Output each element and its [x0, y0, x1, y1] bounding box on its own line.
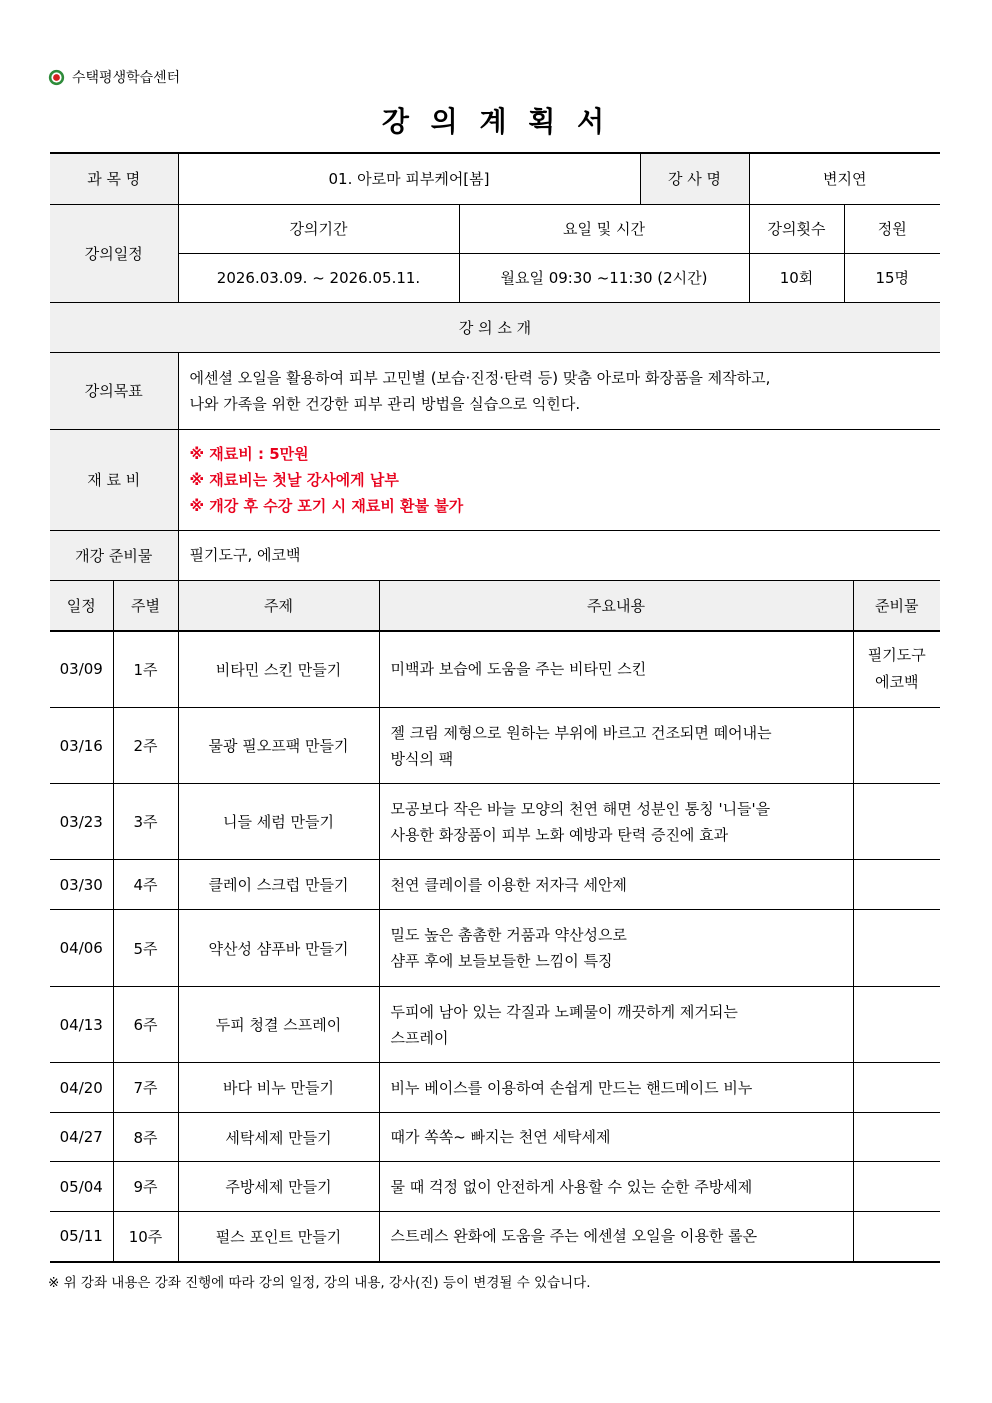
- row-topic: 비타민 스킨 만들기: [178, 631, 379, 708]
- row-topic: 클레이 스크럽 만들기: [178, 860, 379, 910]
- col-header-prep: 준비물: [853, 581, 940, 631]
- row-content: [379, 784, 853, 860]
- row-prep: [853, 1113, 940, 1162]
- prep-value: 필기도구, 에코백: [178, 530, 940, 580]
- row-date: 03/09: [50, 631, 113, 708]
- table-row: [50, 987, 940, 1063]
- row-content: [379, 631, 853, 708]
- row-prep: [853, 631, 940, 708]
- daytime-label: 요일 및 시간: [459, 204, 749, 253]
- row-week: 2주: [113, 708, 178, 784]
- content-line: 젤 크림 제형으로 원하는 부위에 바르고 건조되면 떼어내는: [390, 723, 772, 742]
- period-value: 2026.03.09. ~ 2026.05.11.: [178, 253, 459, 302]
- center-logo-icon: [48, 69, 65, 86]
- col-header-date: 일정: [50, 581, 113, 631]
- prep-line: 에코백: [875, 673, 919, 692]
- schedule-label: 강의일정: [50, 204, 178, 302]
- content-line: 스프레이: [390, 1028, 449, 1047]
- content-line: 밀도 높은 촘촘한 거품과 약산성으로: [390, 926, 627, 944]
- table-row: [50, 860, 940, 910]
- row-content: [379, 1063, 853, 1113]
- subject-value: 01. 아로마 피부케어[봄]: [178, 153, 640, 204]
- row-prep: [853, 1063, 940, 1113]
- count-label: 강의횟수: [749, 204, 844, 253]
- row-prep: [853, 860, 940, 910]
- row-week: 1주: [113, 631, 178, 708]
- content-line: 스트레스 완화에 도움을 주는 에센셜 오일을 이용한 롤온: [390, 1227, 758, 1246]
- row-date: 03/23: [50, 784, 113, 860]
- row-week: 7주: [113, 1063, 178, 1113]
- row-topic: 두피 청결 스프레이: [178, 987, 379, 1063]
- row-date: 04/20: [50, 1063, 113, 1113]
- row-date: 04/06: [50, 910, 113, 987]
- goal-line: 나와 가족을 위한 건강한 피부 관리 방법을 실습으로 익힌다.: [189, 394, 581, 413]
- table-row: [50, 910, 940, 987]
- capacity-label: 정원: [844, 204, 940, 253]
- prep-line: 필기도구: [867, 646, 926, 665]
- row-content: [379, 1113, 853, 1162]
- subject-label: 과 목 명: [50, 153, 178, 204]
- fee-line: ※ 재료비 : 5만원: [189, 444, 309, 463]
- row-week: 6주: [113, 987, 178, 1063]
- fee-line: ※ 개강 후 수강 포기 시 재료비 환불 불가: [189, 496, 464, 515]
- schedule-body: [50, 631, 940, 1262]
- content-line: 사용한 화장품이 피부 노화 예방과 탄력 증진에 효과: [390, 825, 729, 844]
- instructor-value: 변지연: [749, 153, 940, 204]
- row-week: 8주: [113, 1113, 178, 1162]
- col-header-content: 주요내용: [379, 581, 853, 631]
- content-line: 때가 쏙쏙~ 빠지는 천연 세탁세제: [390, 1128, 611, 1146]
- table-row: [50, 1212, 940, 1262]
- weekly-schedule-table: [50, 580, 940, 1263]
- row-prep: [853, 910, 940, 987]
- row-prep: [853, 1212, 940, 1262]
- goal-value: [178, 352, 940, 429]
- content-line: 물 때 걱정 없이 안전하게 사용할 수 있는 순한 주방세제: [390, 1177, 753, 1196]
- goal-label: 강의목표: [50, 352, 178, 429]
- row-content: [379, 860, 853, 910]
- row-content: [379, 1162, 853, 1212]
- table-row: [50, 784, 940, 860]
- col-header-week: 주별: [113, 581, 178, 631]
- row-date: 05/04: [50, 1162, 113, 1212]
- prep-label: 개강 준비물: [50, 530, 178, 580]
- instructor-label: 강 사 명: [640, 153, 749, 204]
- table-row: [50, 1162, 940, 1212]
- page-title: 강 의 계 획 서: [381, 105, 611, 138]
- row-date: 03/16: [50, 708, 113, 784]
- col-header-topic: 주제: [178, 581, 379, 631]
- row-content: [379, 1212, 853, 1262]
- intro-heading: 강 의 소 개: [50, 302, 940, 352]
- row-week: 3주: [113, 784, 178, 860]
- goal-line: 에센셜 오일을 활용하여 피부 고민별 (보습·진정·탄력 등) 맞춤 아로마 화장품을 제작하고,: [189, 368, 771, 387]
- capacity-value: 15명: [844, 253, 940, 302]
- table-row: [50, 631, 940, 708]
- row-topic: 약산성 샴푸바 만들기: [178, 910, 379, 987]
- row-prep: [853, 1162, 940, 1212]
- content-line: 비누 베이스를 이용하여 손쉽게 만드는 핸드메이드 비누: [390, 1078, 753, 1097]
- row-prep: [853, 987, 940, 1063]
- row-date: 04/13: [50, 987, 113, 1063]
- row-topic: 세탁세제 만들기: [178, 1113, 379, 1162]
- content-line: 모공보다 작은 바늘 모양의 천연 해면 성분인 통칭 '니들'을: [390, 799, 771, 818]
- footer-note: ※ 위 강좌 내용은 강좌 진행에 따라 강의 일정, 강의 내용, 강사(진) 등이 변경될 수 있습니다.: [48, 1275, 591, 1291]
- daytime-value: 월요일 09:30 ~11:30 (2시간): [459, 253, 749, 302]
- table-row: [50, 1113, 940, 1162]
- row-date: 04/27: [50, 1113, 113, 1162]
- count-value: 10회: [749, 253, 844, 302]
- row-topic: 펄스 포인트 만들기: [178, 1212, 379, 1262]
- fee-label: 재 료 비: [50, 429, 178, 530]
- content-line: 두피에 남아 있는 각질과 노폐물이 깨끗하게 제거되는: [390, 1002, 738, 1021]
- content-line: 방식의 팩: [390, 749, 454, 768]
- row-week: 5주: [113, 910, 178, 987]
- content-line: 미백과 보습에 도움을 주는 비타민 스킨: [390, 660, 647, 679]
- period-label: 강의기간: [178, 204, 459, 253]
- org-header: [48, 66, 180, 88]
- row-content: [379, 910, 853, 987]
- row-topic: 니들 세럼 만들기: [178, 784, 379, 860]
- row-topic: 물광 필오프팩 만들기: [178, 708, 379, 784]
- row-prep: [853, 784, 940, 860]
- row-week: 4주: [113, 860, 178, 910]
- row-content: [379, 708, 853, 784]
- content-line: 샴푸 후에 보들보들한 느낌이 특징: [390, 952, 613, 970]
- row-date: 03/30: [50, 860, 113, 910]
- table-row: [50, 708, 940, 784]
- row-topic: 주방세제 만들기: [178, 1162, 379, 1212]
- row-prep: [853, 708, 940, 784]
- content-line: 천연 클레이를 이용한 저자극 세안제: [390, 875, 627, 894]
- row-week: 10주: [113, 1212, 178, 1262]
- table-row: [50, 1063, 940, 1113]
- fee-value: [178, 429, 940, 530]
- row-topic: 바다 비누 만들기: [178, 1063, 379, 1113]
- row-week: 9주: [113, 1162, 178, 1212]
- course-info-table: [50, 152, 940, 581]
- row-content: [379, 987, 853, 1063]
- org-name: 수택평생학습센터: [72, 70, 181, 86]
- row-date: 05/11: [50, 1212, 113, 1262]
- fee-line: ※ 재료비는 첫날 강사에게 납부: [189, 470, 399, 489]
